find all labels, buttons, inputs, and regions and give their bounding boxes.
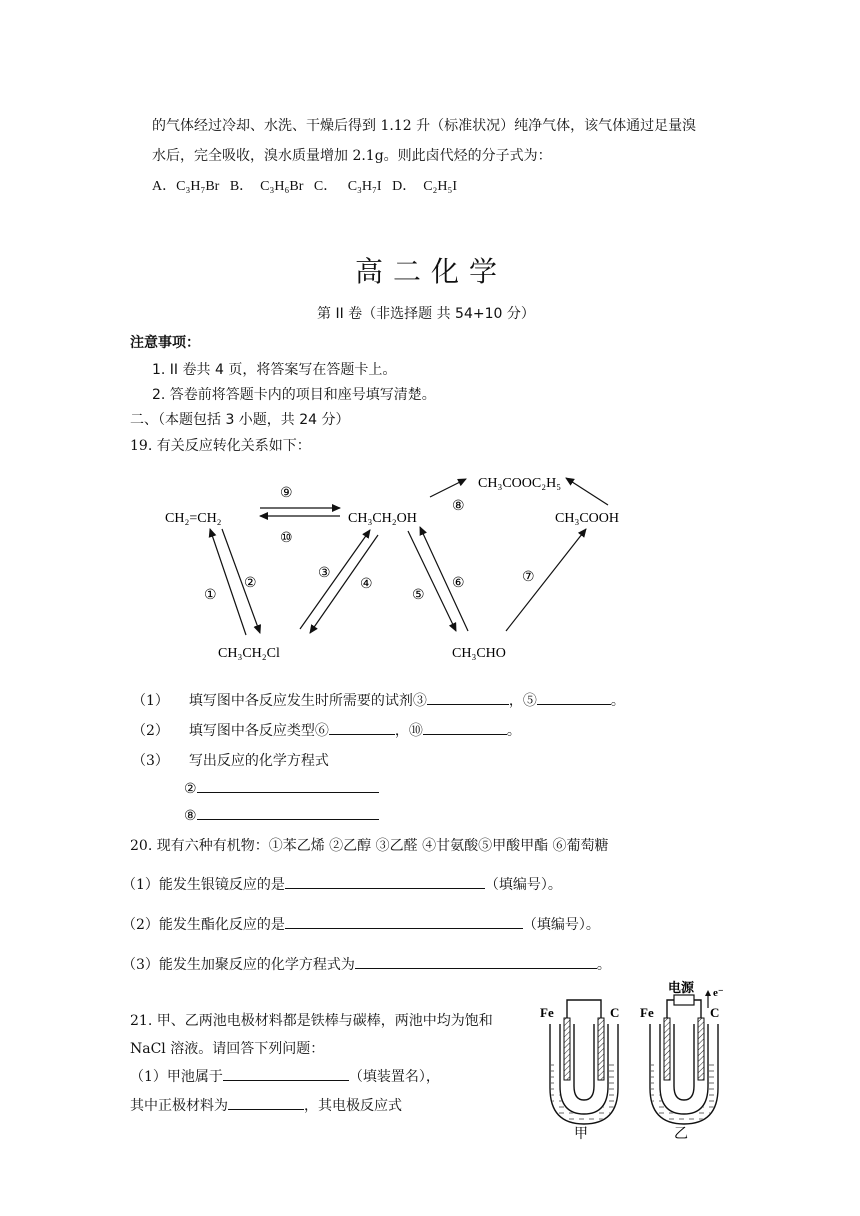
q20-part-2 [122,914,600,934]
arrow-5 [408,531,456,631]
q21-part-2 [130,1095,402,1115]
q19-part-3-label-8: ⑧ [184,808,197,824]
marker-8: ⑧ [452,499,465,514]
arrow-8b [566,478,608,505]
q20-part-2-text: （2）能发生酯化反应的是 [122,917,285,933]
page-title: 高二化学 [355,255,508,288]
cell-b-fe-label: Fe [640,1005,654,1020]
marker-3: ③ [318,566,331,581]
arrow-8a [430,479,466,497]
cell-a-caption: 甲 [574,1127,588,1142]
notice-item-1: 1. II 卷共 4 页，将答案写在答题卡上。 [152,362,397,378]
q19-part-2-number: （2） [132,723,169,739]
marker-5: ⑤ [412,588,425,603]
q21-stem-line-1: 21. 甲、乙两池电极材料都是铁棒与碳棒，两池中均为饱和 [130,1013,493,1029]
q19-stem: 19. 有关反应转化关系如下： [130,438,311,454]
q19-part-2-text: 填写图中各反应类型⑥ [188,723,329,739]
q19-equation-blank-8[interactable] [197,805,379,820]
q19-part-1-separator: ，⑤ [508,693,537,709]
reaction-diagram [150,465,670,670]
q21-answer-blank-electrode[interactable] [228,1095,304,1110]
compound-ethanol: CH₃CH₂OH [348,511,417,526]
notice-heading: 注意事项： [130,335,200,351]
q20-part-1-end: （填编号）。 [484,877,562,893]
compound-ethylene: CH₂=CH₂ [165,511,222,526]
q19-part-3 [132,750,329,770]
q19-part-2-end: 。 [506,723,521,739]
q19-part-3-text: 写出反应的化学方程式 [188,753,329,769]
q21-part-2-end: ，其电极反应式 [304,1098,402,1114]
cell-b-caption: 乙 [674,1127,688,1142]
q19-answer-blank-3[interactable] [427,690,509,705]
q20-part-3-text: （3）能发生加聚反应的化学方程式为 [122,957,355,973]
cell-b [650,990,718,1124]
marker-7: ⑦ [522,570,535,585]
cell-b-c-label: C [710,1005,720,1020]
marker-1: ① [204,588,217,603]
electrolytic-cells-figure [538,978,738,1144]
compound-acetaldehyde: CH₃CHO [452,646,506,661]
power-source [674,995,694,1005]
cell-a [550,1000,618,1124]
notice-item-2: 2. 答卷前将答题卡内的项目和座号填写清楚。 [152,387,436,403]
q20-answer-blank-3[interactable] [355,954,597,969]
q19-answer-blank-5[interactable] [537,690,611,705]
q19-part-1-number: （1） [132,693,169,709]
q20-part-3-end: 。 [596,957,611,973]
q19-part-3-label-2: ② [184,781,197,797]
q21-answer-blank-device[interactable] [223,1066,349,1081]
marker-9: ⑨ [280,486,293,501]
power-source-label: 电源 [668,980,695,995]
q20-stem: 20. 现有六种有机物：①苯乙烯 ②乙醇 ③乙醛 ④甘氨酸⑤甲酸甲酯 ⑥葡萄糖 [130,838,609,854]
q20-part-2-end: （填编号）。 [522,917,600,933]
marker-2: ② [244,576,257,591]
marker-4: ④ [360,577,373,592]
q20-part-1 [122,874,562,894]
q20-answer-blank-1[interactable] [285,874,485,889]
marker-6: ⑥ [452,576,465,591]
marker-10: ⑩ [280,531,293,546]
page-subtitle: 第 II 卷（非选择题 共 54+10 分） [317,306,535,322]
q20-part-3 [122,954,611,974]
q19-part-1-text: 填写图中各反应发生时所需要的试剂③ [188,693,427,709]
carryover-line-1: 的气体经过冷却、水洗、干燥后得到 1.12 升（标准状况）纯净气体，该气体通过足量溴 [152,118,697,134]
q19-answer-blank-6[interactable] [329,720,395,735]
q19-part-2-separator: ，⑩ [394,723,423,739]
section-heading: 二、（本题包括 3 小题，共 24 分） [130,412,350,428]
q19-equation-blank-2[interactable] [197,778,379,793]
carryover-options: A．C₃H₇Br B． C₃H₆Br C． C₃H₇I D． C₂H₅I [152,179,458,194]
q21-part-2-text: 其中正极材料为 [130,1098,228,1114]
q19-part-3-equation-2 [184,778,379,797]
q19-part-1-end: 。 [610,693,625,709]
q19-part-1 [132,690,625,710]
q21-stem-line-2: NaCl 溶液。请回答下列问题： [130,1041,325,1057]
compound-ethyl-acetate: CH₃COOC₂H₅ [478,476,562,491]
q21-part-1-text: （1）甲池属于 [130,1069,223,1085]
q21-part-1-end: （填装置名）， [348,1069,440,1085]
q21-part-1 [130,1066,440,1086]
electron-label: e⁻ [713,987,724,999]
arrow-7 [506,529,586,631]
cell-a-fe-label: Fe [540,1005,554,1020]
compound-chloroethane: CH₃CH₂Cl [218,646,280,661]
q20-answer-blank-2[interactable] [285,914,523,929]
q19-answer-blank-10[interactable] [423,720,507,735]
compound-acetic-acid: CH₃COOH [555,511,619,526]
q19-part-2 [132,720,521,740]
q19-part-3-number: （3） [132,753,169,769]
cell-a-c-label: C [610,1005,620,1020]
q20-part-1-text: （1）能发生银镜反应的是 [122,877,285,893]
q19-part-3-equation-8 [184,805,379,824]
carryover-line-2: 水后，完全吸收，溴水质量增加 2.1g。则此卤代烃的分子式为： [152,148,552,164]
